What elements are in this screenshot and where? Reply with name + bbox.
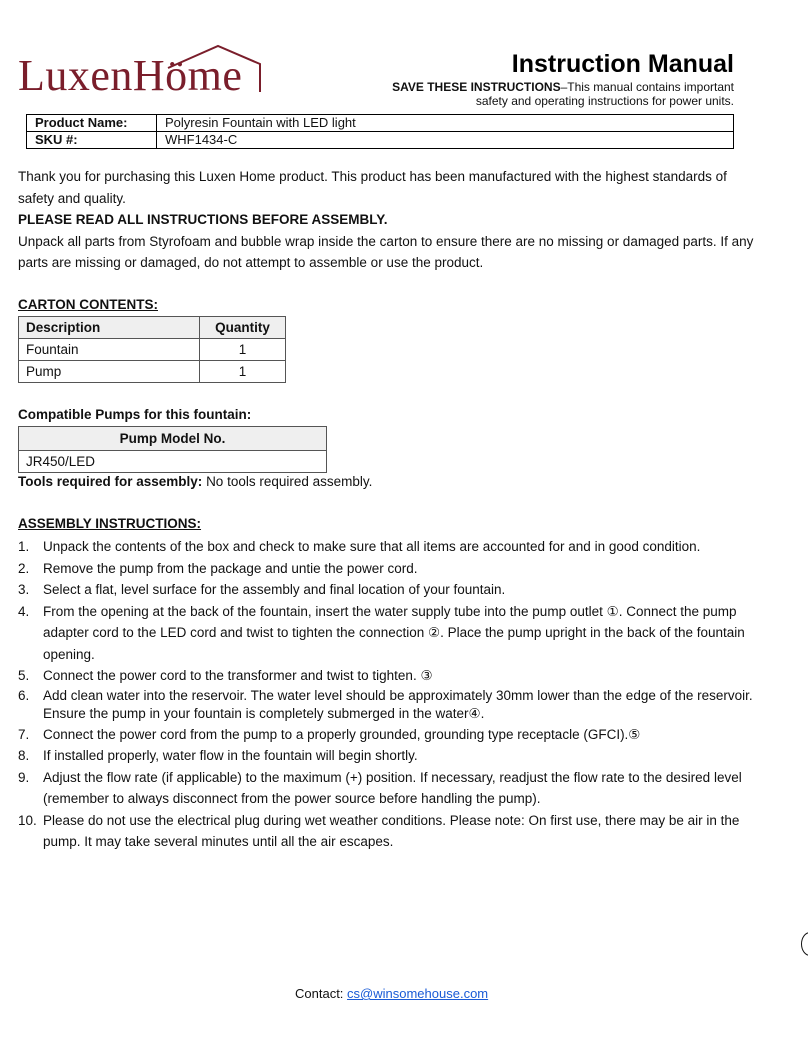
step-number: 7. xyxy=(18,726,30,742)
manual-title: Instruction Manual xyxy=(511,50,734,78)
table-row xyxy=(19,339,286,361)
step-text: Unpack the contents of the box and check to make sure that all items are accounted for and in good condition. xyxy=(43,539,701,554)
list-item xyxy=(18,558,758,580)
step-text: If installed properly, water flow in the fountain will begin shortly. xyxy=(43,748,418,763)
list-item xyxy=(18,579,758,601)
list-item xyxy=(18,767,758,810)
carton-header-row xyxy=(19,317,286,339)
logo-text: LuxenHöme xyxy=(18,51,243,100)
header-subtitle-line2: safety and operating instructions for power units. xyxy=(475,94,734,108)
tools-label: Tools required for assembly: xyxy=(18,474,203,489)
step-text: Please do not use the electrical plug during wet weather conditions. Please note: On first use, there may be air in the pump. It may take several minutes until all the air escapes. xyxy=(43,812,740,849)
intro-section xyxy=(18,166,758,274)
carton-contents-heading: CARTON CONTENTS: xyxy=(18,297,158,312)
list-item xyxy=(18,687,758,723)
sku-row xyxy=(27,132,734,149)
table-row xyxy=(19,361,286,383)
pumps-header-row xyxy=(19,427,327,451)
table-row xyxy=(19,451,327,473)
save-instructions-label: SAVE THESE INSTRUCTIONS xyxy=(392,80,561,94)
step-text: Select a flat, level surface for the assembly and final location of your fountain. xyxy=(43,582,506,597)
unpack-paragraph: Unpack all parts from Styrofoam and bubble wrap inside the carton to ensure there are no missing or damaged parts. If any parts are missing or damaged, do not attempt to assemble or use the product. xyxy=(18,233,754,270)
contact-footer xyxy=(295,986,488,1001)
pump-model-column-header: Pump Model No. xyxy=(19,427,327,451)
step-number: 8. xyxy=(18,748,30,763)
compatible-pumps-heading: Compatible Pumps for this fountain: xyxy=(18,407,252,422)
product-name-row xyxy=(27,115,734,132)
step-number: 5. xyxy=(18,668,30,683)
step-text: Remove the pump from the package and untie the power cord. xyxy=(43,560,418,576)
item-description: Fountain xyxy=(19,339,200,361)
assembly-steps-list xyxy=(18,536,758,853)
page-edge-mark xyxy=(801,932,808,956)
step-text: Connect the power cord from the pump to a properly grounded, grounding type receptacle (GFCI).⑤ xyxy=(43,726,641,742)
header-subtitle-rest: –This manual contains important xyxy=(560,80,734,94)
step-number: 10. xyxy=(18,812,37,828)
contact-email-link[interactable]: cs@winsomehouse.com xyxy=(347,986,489,1001)
contact-label: Contact: xyxy=(295,986,344,1001)
compatible-pumps-table xyxy=(18,426,327,473)
tools-value: No tools required assembly. xyxy=(206,474,373,489)
sku-value: WHF1434-C xyxy=(157,132,734,149)
header-subtitle-line1 xyxy=(392,80,734,94)
quantity-column-header: Quantity xyxy=(200,317,286,339)
item-quantity: 1 xyxy=(200,339,286,361)
product-name-label: Product Name: xyxy=(27,115,157,132)
step-text: Connect the power cord to the transformer and twist to tighten. ③ xyxy=(43,668,433,683)
thank-you-paragraph: Thank you for purchasing this Luxen Home product. This product has been manufactured with the highest standards of safety and quality. xyxy=(18,169,727,206)
luxen-home-logo xyxy=(18,40,268,100)
description-column-header: Description xyxy=(19,317,200,339)
read-all-notice: PLEASE READ ALL INSTRUCTIONS BEFORE ASSEMBLY. xyxy=(18,212,388,227)
sku-label: SKU #: xyxy=(27,132,157,149)
item-description: Pump xyxy=(19,361,200,383)
step-number: 4. xyxy=(18,603,30,619)
list-item xyxy=(18,665,758,687)
list-item xyxy=(18,601,758,666)
step-number: 3. xyxy=(18,582,30,597)
step-number: 1. xyxy=(18,539,30,554)
step-text: From the opening at the back of the fountain, insert the water supply tube into the pump outlet ①. Connect the pump adapter cord to the LED cord and twist to tighten the connection ②. Place the pump upright in the back of the fountain opening. xyxy=(43,603,745,662)
list-item xyxy=(18,745,758,767)
assembly-instructions-heading: ASSEMBLY INSTRUCTIONS: xyxy=(18,516,202,531)
step-number: 9. xyxy=(18,769,30,785)
carton-contents-table xyxy=(18,316,286,383)
product-info-table xyxy=(26,114,734,149)
item-quantity: 1 xyxy=(200,361,286,383)
product-name-value: Polyresin Fountain with LED light xyxy=(157,115,734,132)
list-item xyxy=(18,810,758,853)
tools-required xyxy=(18,474,372,489)
step-text: Add clean water into the reservoir. The water level should be approximately 30mm lower than the edge of the reservoir. Ensure the pump in your fountain is completely submerged in the water④. xyxy=(43,687,753,721)
list-item xyxy=(18,536,758,558)
pump-model-value: JR450/LED xyxy=(19,451,327,473)
step-number: 2. xyxy=(18,560,30,576)
list-item xyxy=(18,724,758,746)
step-number: 6. xyxy=(18,687,30,703)
step-text: Adjust the flow rate (if applicable) to the maximum (+) position. If necessary, readjust the flow rate to the desired level (remember to always disconnect from the power source before handling the pump). xyxy=(43,769,742,806)
